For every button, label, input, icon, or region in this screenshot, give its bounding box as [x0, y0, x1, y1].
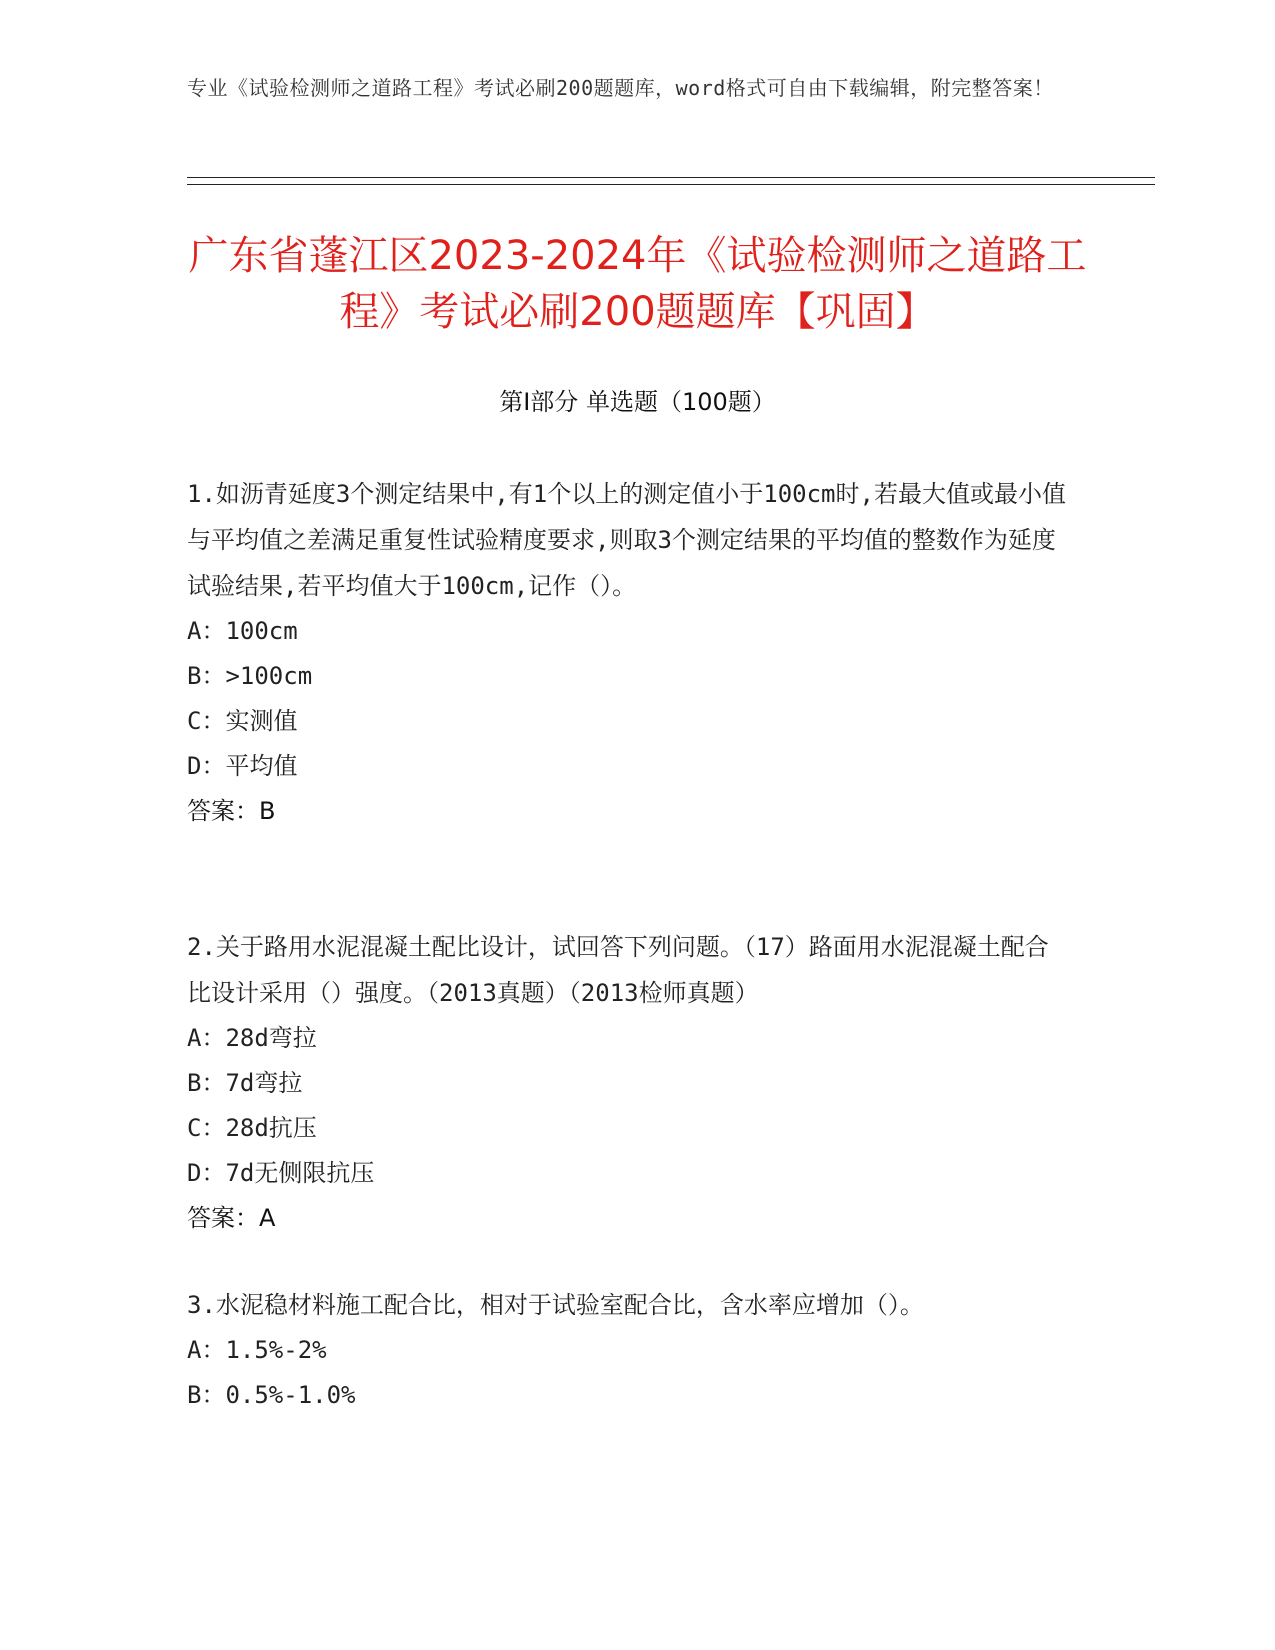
option-d: D：平均值 — [187, 752, 298, 780]
option-b: B：0.5%-1.0% — [187, 1381, 356, 1409]
question-1 — [187, 471, 1067, 834]
option-c: C：28d抗压 — [187, 1114, 317, 1142]
option-c: C：实测值 — [187, 707, 298, 735]
option-a: A：100cm — [187, 617, 298, 645]
section-title: 第Ⅰ部分 单选题（100题） — [499, 388, 776, 416]
answer: 答案：A — [187, 1204, 276, 1232]
header-divider-top — [187, 177, 1155, 178]
option-a: A：1.5%-2% — [187, 1336, 327, 1364]
header-note: 专业《试验检测师之道路工程》考试必刷200题题库，word格式可自由下载编辑，附完整答案！ — [187, 76, 1054, 100]
header-divider-bottom — [187, 184, 1155, 185]
answer: 答案：B — [187, 797, 276, 825]
option-b: B：7d弯拉 — [187, 1069, 303, 1097]
option-a: A：28d弯拉 — [187, 1024, 317, 1052]
question-stem: 1.如沥青延度3个测定结果中,有1个以上的测定值小于100cm时,若最大值或最小值与平均值之差满足重复性试验精度要求,则取3个测定结果的平均值的整数作为延度试验结果,若平均值大于100cm,记作（）。 — [187, 480, 1066, 600]
question-2 — [187, 924, 1067, 1241]
document-title: 广东省蓬江区2023-2024年《试验检测师之道路工程》考试必刷200题题库【巩固】 — [188, 233, 1087, 335]
question-3 — [187, 1282, 1067, 1418]
option-b: B：>100cm — [187, 662, 313, 690]
question-stem: 3.水泥稳材料施工配合比，相对于试验室配合比，含水率应增加（）。 — [187, 1291, 924, 1319]
option-d: D：7d无侧限抗压 — [187, 1159, 375, 1187]
question-stem: 2.关于路用水泥混凝土配比设计，试回答下列问题。（17）路面用水泥混凝土配合比设计采用（）强度。（2013真题）（2013检师真题） — [187, 933, 1049, 1007]
